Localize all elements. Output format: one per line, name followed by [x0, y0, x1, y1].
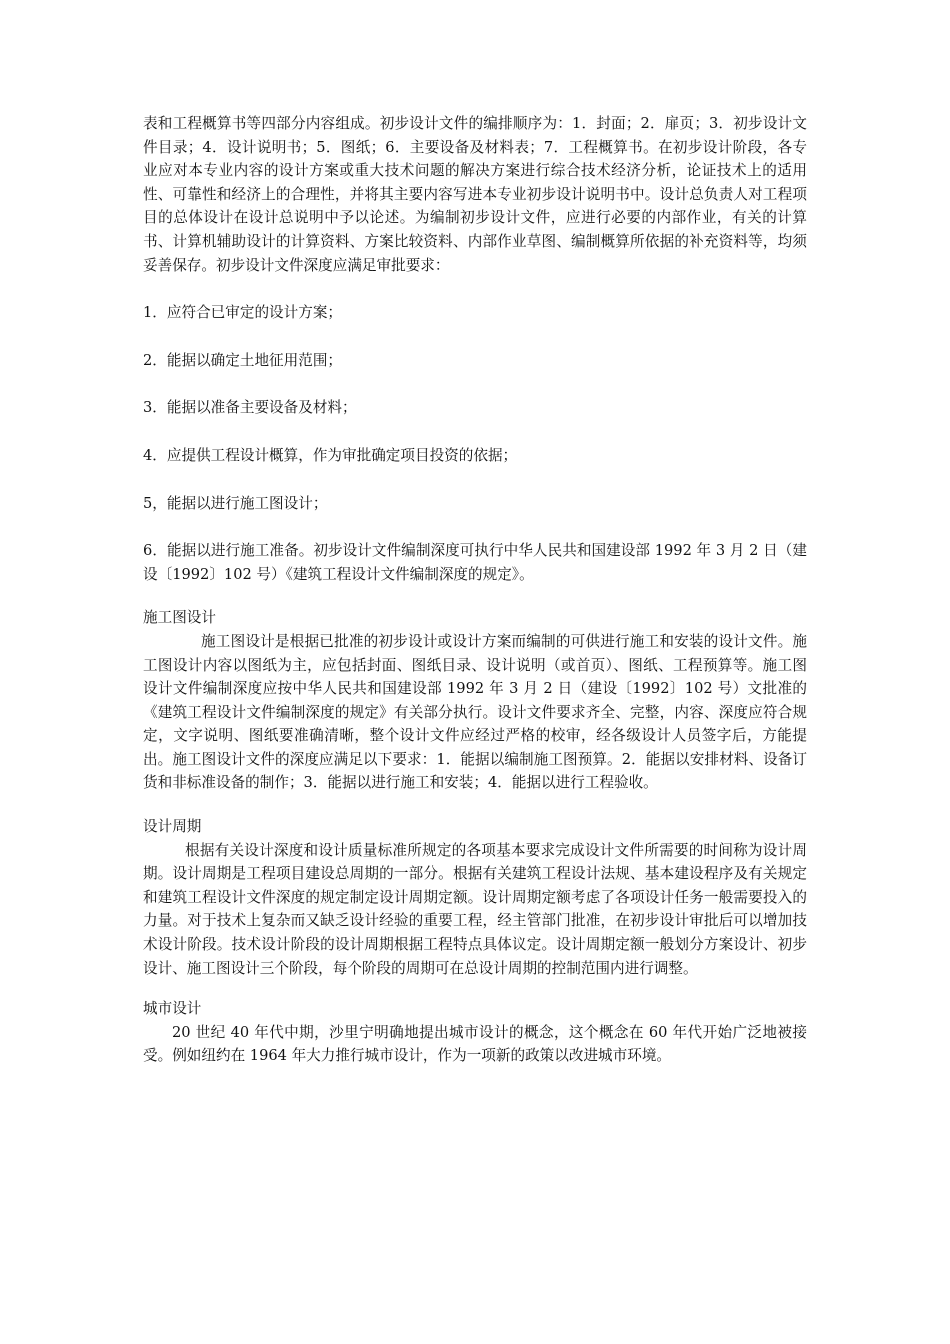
section-heading-construction: 施工图设计	[143, 609, 216, 627]
section-body-construction: 施工图设计是根据已批准的初步设计或设计方案而编制的可供进行施工和安装的设计文件。施工图设计内容以图纸为主，应包括封面、图纸目录、设计说明（或首页）、图纸、工程预算等。施工图设计文件编制深度应按中华人民共和国建设部 1992 年 3 月 2 日（建设〔1992〕102 号）文批准的《建筑工程设计文件编制深度的规定》有关部分执行。设计文件要求齐全、完整，内容、深度应符合规定，文字说明、图纸要准确清晰，整个设计文件应经过严格的校审，经各级设计人员签字后，方能提出。施工图设计文件的深度应满足以下要求：1．能据以编制施工图预算。2．能据以安排材料、设备订货和非标准设备的制作；3．能据以进行施工和安装；4．能据以进行工程验收。	[143, 632, 807, 792]
section-heading-period: 设计周期	[143, 818, 202, 836]
requirement-item-6: 6．能据以进行施工准备。初步设计文件编制深度可执行中华人民共和国建设部 1992 年 3 月 2 日（建设〔1992〕102 号）《建筑工程设计文件编制深度的规定》。	[143, 542, 807, 583]
intro-paragraph: 表和工程概算书等四部分内容组成。初步设计文件的编排顺序为：1．封面；2．扉页；3．初步设计文件目录；4．设计说明书；5．图纸；6．主要设备及材料表；7．工程概算书。在初步设计阶段，各专业应对本专业内容的设计方案或重大技术问题的解决方案进行综合技术经济分析，论证技术上的适用性、可靠性和经济上的合理性，并将其主要内容写进本专业初步设计说明书中。设计总负责人对工程项目的总体设计在设计总说明中予以论述。为编制初步设计文件，应进行必要的内部作业，有关的计算书、计算机辅助设计的计算资料、方案比较资料、内部作业草图、编制概算所依据的补充资料等，均须妥善保存。初步设计文件深度应满足审批要求：	[143, 115, 807, 274]
section-heading-urban: 城市设计	[143, 1000, 202, 1018]
requirement-item-1: 1．应符合已审定的设计方案；	[143, 304, 343, 322]
requirement-item-4: 4．应提供工程设计概算，作为审批确定项目投资的依据；	[143, 446, 518, 464]
section-body-period: 根据有关设计深度和设计质量标准所规定的各项基本要求完成设计文件所需要的时间称为设计周期。设计周期是工程项目建设总周期的一部分。根据有关建筑工程设计法规、基本建设程序及有关规定和建筑工程设计文件深度的规定制定设计周期定额。设计周期定额考虑了各项设计任务一般需要投入的力量。对于技术上复杂而又缺乏设计经验的重要工程，经主管部门批准，在初步设计审批后可以增加技术设计阶段。技术设计阶段的设计周期根据工程特点具体议定。设计周期定额一般划分方案设计、初步设计、施工图设计三个阶段，每个阶段的周期可在总设计周期的控制范围内进行调整。	[143, 841, 807, 977]
requirement-item-2: 2．能据以确定土地征用范围；	[143, 351, 343, 369]
document-page	[143, 112, 807, 1068]
requirement-item-3: 3．能据以准备主要设备及材料；	[143, 399, 357, 417]
requirement-item-5: 5，能据以进行施工图设计；	[143, 494, 328, 512]
section-body-urban: 20 世纪 40 年代中期，沙里宁明确地提出城市设计的概念，这个概念在 60 年代开始广泛地被接受。例如纽约在 1964 年大力推行城市设计，作为一项新的政策以改进城市环境。	[143, 1023, 807, 1065]
